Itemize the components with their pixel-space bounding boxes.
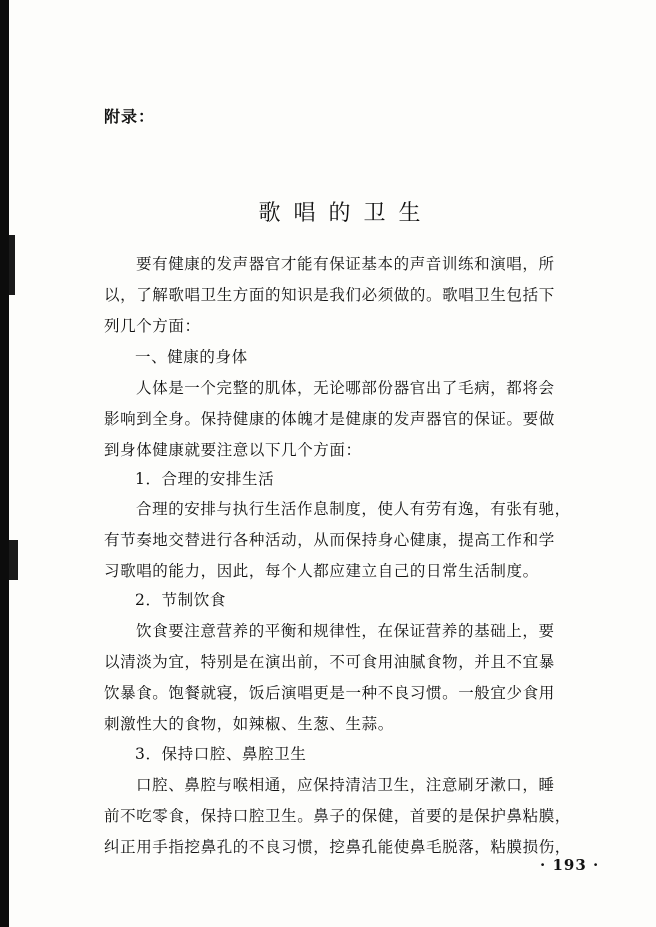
paragraph-line: 以清淡为宜，特别是在演出前，不可食用油腻食物，并且不宜暴 bbox=[104, 653, 555, 671]
paragraph-line: 刺激性大的食物，如辣椒、生葱、生蒜。 bbox=[104, 715, 394, 733]
appendix-label: 附录： bbox=[104, 107, 156, 126]
binding-edge bbox=[0, 0, 9, 927]
page-title: 歌唱的卫生 bbox=[258, 201, 434, 226]
item-heading: 2．节制饮食 bbox=[135, 591, 226, 609]
paragraph-line: 前不吃零食，保持口腔卫生。鼻子的保健，首要的是保护鼻粘膜， bbox=[104, 807, 571, 825]
paragraph-line: 要有健康的发声器官才能有保证基本的声音训练和演唱，所 bbox=[136, 255, 555, 273]
paragraph-line: 有节奏地交替进行各种活动，从而保持身心健康，提高工作和学 bbox=[104, 531, 555, 549]
paragraph-line: 纠正用手指挖鼻孔的不良习惯，挖鼻孔能使鼻毛脱落，粘膜损伤， bbox=[104, 838, 571, 856]
paragraph-line: 到身体健康就要注意以下几个方面： bbox=[104, 441, 362, 459]
paragraph-line: 合理的安排与执行生活作息制度，使人有劳有逸，有张有驰， bbox=[136, 500, 571, 518]
binding-mark bbox=[9, 540, 18, 580]
paragraph-line: 人体是一个完整的肌体，无论哪部份器官出了毛病，都将会 bbox=[136, 379, 555, 397]
section-heading: 一、健康的身体 bbox=[135, 348, 248, 366]
paragraph-line: 习歌唱的能力，因此，每个人都应建立自己的日常生活制度。 bbox=[104, 562, 539, 580]
paragraph-line: 影响到全身。保持健康的体魄才是健康的发声器官的保证。要做 bbox=[104, 410, 555, 428]
paragraph-line: 口腔、鼻腔与喉相通，应保持清洁卫生，注意刷牙漱口，睡 bbox=[136, 776, 555, 794]
binding-mark bbox=[9, 235, 15, 295]
paragraph-line: 饮食要注意营养的平衡和规律性，在保证营养的基础上，要 bbox=[136, 622, 555, 640]
paragraph-line: 以，了解歌唱卫生方面的知识是我们必须做的。歌唱卫生包括下 bbox=[104, 286, 555, 304]
item-heading: 3．保持口腔、鼻腔卫生 bbox=[135, 745, 307, 763]
page-number: · 193 · bbox=[540, 856, 600, 874]
paragraph-line: 饮暴食。饱餐就寝，饭后演唱更是一种不良习惯。一般宜少食用 bbox=[104, 684, 555, 702]
item-heading: 1．合理的安排生活 bbox=[135, 470, 275, 488]
paragraph-line: 列几个方面： bbox=[104, 317, 201, 335]
